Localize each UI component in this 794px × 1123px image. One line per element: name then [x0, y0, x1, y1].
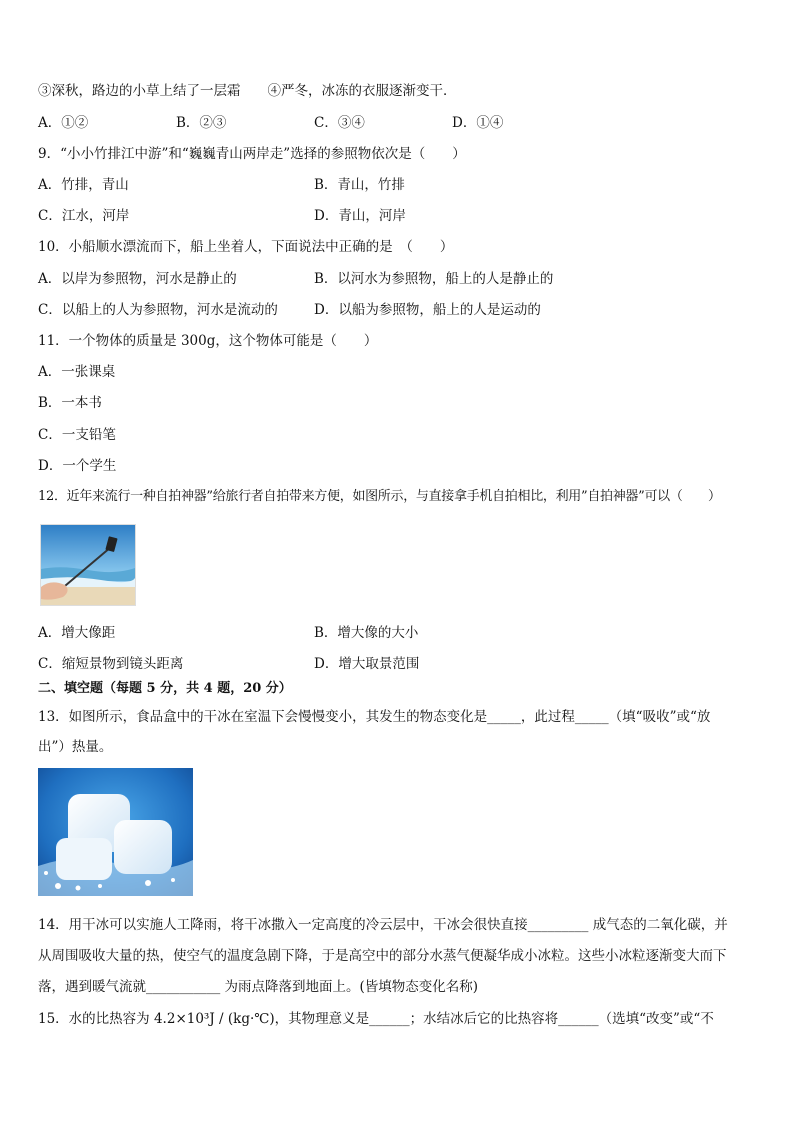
q9-option-b: B．青山，竹排 — [314, 177, 405, 193]
q12-option-b: B．增大像的大小 — [314, 625, 419, 641]
q9-stem: 9．“小小竹排江中游”和“巍巍青山两岸走”选择的参照物依次是（ ） — [38, 146, 466, 162]
q8-option-b: B．②③ — [176, 115, 227, 131]
q13-line-2: 出”）热量。 — [38, 739, 113, 755]
q8-option-d: D．①④ — [452, 115, 504, 131]
q9-option-c: C．江水，河岸 — [38, 208, 130, 224]
section-heading: 二、填空题（每题 5 分，共 4 题，20 分） — [38, 681, 292, 696]
q15-line-1: 15．水的比热容为 4.2×10³J / (kg·℃)，其物理意义是______；水结冰后它的比热容将______（选填“改变”或“不 — [38, 1011, 714, 1027]
q10-option-b: B．以河水为参照物，船上的人是静止的 — [314, 271, 554, 287]
q14-line-2: 从周围吸收大量的热，使空气的温度急剧下降，于是高空中的部分水蒸气便凝华成小冰粒。这些小冰粒逐渐变大而下 — [38, 948, 727, 964]
q9-option-a: A．竹排，青山 — [38, 177, 129, 193]
q8-option-c: C．③④ — [314, 115, 365, 131]
selfie-stick-image — [40, 524, 136, 606]
q12-option-c: C．缩短景物到镜头距离 — [38, 656, 184, 672]
q11-stem: 11．一个物体的质量是 300g，这个物体可能是（ ） — [38, 333, 378, 349]
q10-option-c: C．以船上的人为参照物，河水是流动的 — [38, 302, 278, 318]
q11-option-c: C．一支铅笔 — [38, 427, 116, 443]
q8-statement-line: ③深秋，路边的小草上结了一层霜 ④严冬，冰冻的衣服逐渐变干． — [38, 83, 457, 99]
dry-ice-image — [38, 768, 193, 896]
q10-stem: 10．小船顺水漂流而下，船上坐着人，下面说法中正确的是 （ ） — [38, 239, 454, 255]
q8-option-a: A．①② — [38, 115, 89, 131]
q9-option-d: D．青山，河岸 — [314, 208, 406, 224]
q12-option-a: A．增大像距 — [38, 625, 116, 641]
q14-line-3: 落，遇到暖气流就___________ 为雨点降落到地面上。(皆填物态变化名称) — [38, 979, 479, 995]
q12-stem: 12．近年来流行一种自拍神器”给旅行者自拍带来方便，如图所示，与直接拿手机自拍相比，利用”自拍神器”可以（ ） — [38, 489, 721, 504]
q13-line-1: 13．如图所示，食品盒中的干冰在室温下会慢慢变小，其发生的物态变化是_____，此过程_____（填“吸收”或“放 — [38, 709, 711, 725]
q14-line-1: 14．用干冰可以实施人工降雨，将干冰撒入一定高度的冷云层中，干冰会很快直接_________ 成气态的二氧化碳，并 — [38, 917, 728, 933]
q10-option-d: D．以船为参照物，船上的人是运动的 — [314, 302, 541, 318]
q11-option-d: D．一个学生 — [38, 458, 117, 474]
q12-option-d: D．增大取景范围 — [314, 656, 420, 672]
q11-option-a: A．一张课桌 — [38, 364, 116, 380]
q10-option-a: A．以岸为参照物，河水是静止的 — [38, 271, 237, 287]
q11-option-b: B．一本书 — [38, 395, 102, 411]
